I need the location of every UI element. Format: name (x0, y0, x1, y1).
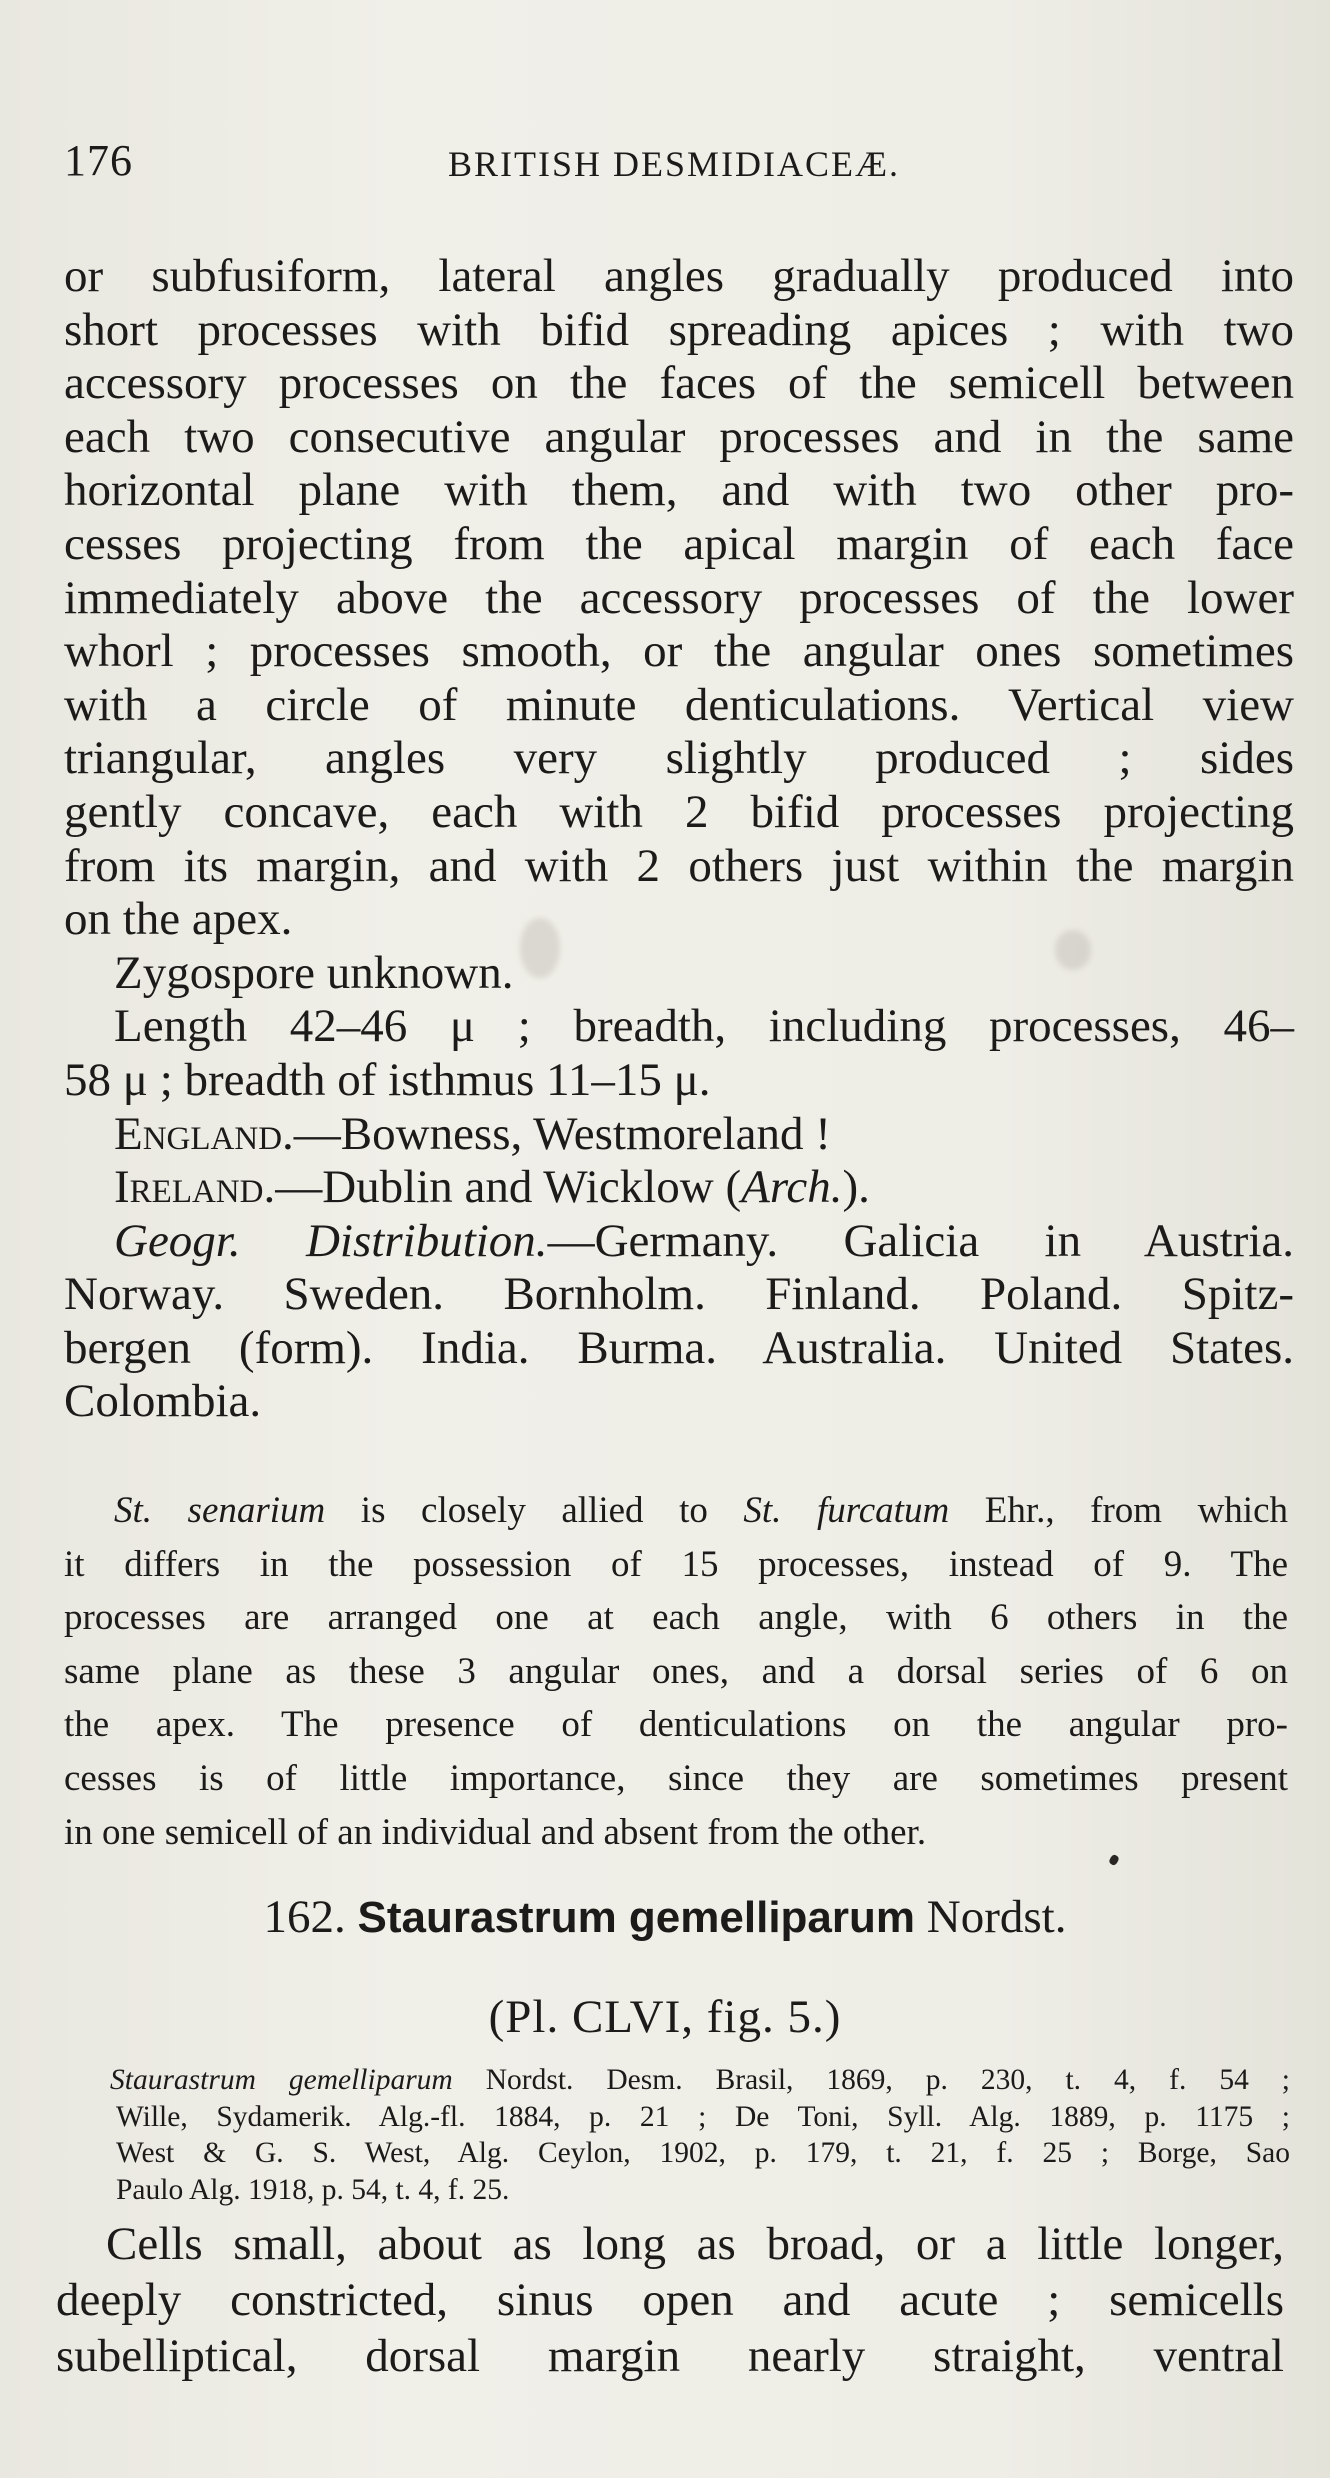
distribution-label: Geogr. Distribution. (114, 1214, 548, 1267)
note-line: the apex. The presence of denticulations on the angular pro- (64, 1704, 1288, 1746)
text-line: horizontal plane with them, and with two other pro- (64, 464, 1294, 517)
text-line: short processes with bifid spreading apices ; with two (64, 303, 1294, 356)
text-line: with a circle of minute denticulations. Vertical view (64, 678, 1294, 731)
note-line: processes are arranged one at each angle, with 6 others in the (64, 1597, 1288, 1639)
note-text: is closely allied to (325, 1490, 744, 1531)
ireland-label: Ireland. (114, 1161, 276, 1214)
synonym-name: Staurastrum gemelliparum (110, 2064, 453, 2096)
text-line: immediately above the accessory processes of the lower (64, 571, 1294, 624)
distribution-line: Norway. Sweden. Bornholm. Finland. Poland. Spitz- (64, 1268, 1294, 1321)
species-description-continued (64, 250, 1294, 1429)
note-line (64, 1486, 1288, 1540)
text-line: whorl ; processes smooth, or the angular ones sometimes (64, 625, 1294, 678)
distribution-line (64, 1215, 1294, 1269)
note-line: same plane as these 3 angular ones, and a dorsal series of 6 on (64, 1650, 1288, 1692)
distribution-text: —Germany. Galicia in Austria. (547, 1214, 1294, 1267)
plate-reference: (Pl. CLVI, fig. 5.) (488, 1991, 842, 2043)
species-name-italic: St. senarium (114, 1490, 326, 1531)
synonymy-references (110, 2062, 1290, 2208)
note-line: cesses is of little importance, since they are sometimes present (64, 1757, 1288, 1799)
dimensions-line: 58 μ ; breadth of isthmus 11–15 μ. (64, 1053, 711, 1106)
distribution-line: bergen (form). India. Burma. Australia. United States. (64, 1321, 1294, 1374)
note-line: in one semicell of an individual and absent from the other. (64, 1811, 927, 1853)
species-name: Staurastrum gemelliparum (357, 1893, 916, 1942)
ireland-end: ). (842, 1161, 870, 1214)
species-description (56, 2216, 1284, 2384)
species-heading (0, 1890, 1330, 1944)
synonymy-line: West & G. S. West, Alg. Ceylon, 1902, p. 179, t. 21, f. 25 ; Borge, Sao (116, 2137, 1290, 2169)
page-number: 176 (64, 136, 133, 185)
ireland-locality (64, 1161, 1294, 1215)
england-label: England. (114, 1107, 294, 1160)
england-text: —Bowness, Westmoreland ! (293, 1107, 831, 1160)
text-line: or subfusiform, lateral angles gradually produced into (64, 250, 1294, 302)
england-locality (64, 1108, 1294, 1162)
species-author: Nordst. (926, 1891, 1067, 1943)
running-head: BRITISH DESMIDIACEÆ. (448, 144, 901, 184)
ireland-text: —Dublin and Wicklow ( (275, 1161, 742, 1214)
synonymy-line (110, 2062, 1290, 2099)
page-header (64, 135, 1274, 195)
synonym-citation: Nordst. Desm. Brasil, 1869, p. 230, t. 4, f. 54 ; (452, 2064, 1290, 2096)
synonymy-line: Paulo Alg. 1918, p. 54, t. 4, f. 25. (116, 2173, 510, 2206)
dimensions-line: Length 42–46 μ ; breadth, including processes, 46– (114, 1000, 1294, 1053)
description-line: subelliptical, dorsal margin nearly straight, ventral (56, 2330, 1284, 2382)
taxonomic-note (64, 1486, 1288, 1861)
text-line: triangular, angles very slightly produced ; sides (64, 732, 1294, 785)
text-line: cesses projecting from the apical margin of each face (64, 517, 1294, 570)
description-line: deeply constricted, sinus open and acute ; semicells (56, 2274, 1284, 2326)
text-line: on the apex. (64, 893, 293, 946)
species-number: 162. (263, 1891, 346, 1943)
species-name-italic: St. furcatum (743, 1490, 950, 1531)
note-line: it differs in the possession of 15 processes, instead of 9. The (64, 1543, 1288, 1585)
synonymy-line: Wille, Sydamerik. Alg.-fl. 1884, p. 21 ; De Toni, Syll. Alg. 1889, p. 1175 ; (116, 2100, 1290, 2133)
text-line: from its margin, and with 2 others just within the margin (64, 839, 1294, 892)
ireland-authority: Arch. (741, 1161, 843, 1214)
text-line: each two consecutive angular processes and in the same (64, 410, 1294, 463)
text-line: accessory processes on the faces of the semicell between (64, 357, 1294, 410)
distribution-line: Colombia. (64, 1375, 262, 1428)
note-text: Ehr., from which (949, 1490, 1289, 1531)
description-line: Cells small, about as long as broad, or a little longer, (106, 2218, 1284, 2270)
text-line: gently concave, each with 2 bifid processes projecting (64, 785, 1294, 838)
zygospore-line: Zygospore unknown. (114, 946, 514, 999)
